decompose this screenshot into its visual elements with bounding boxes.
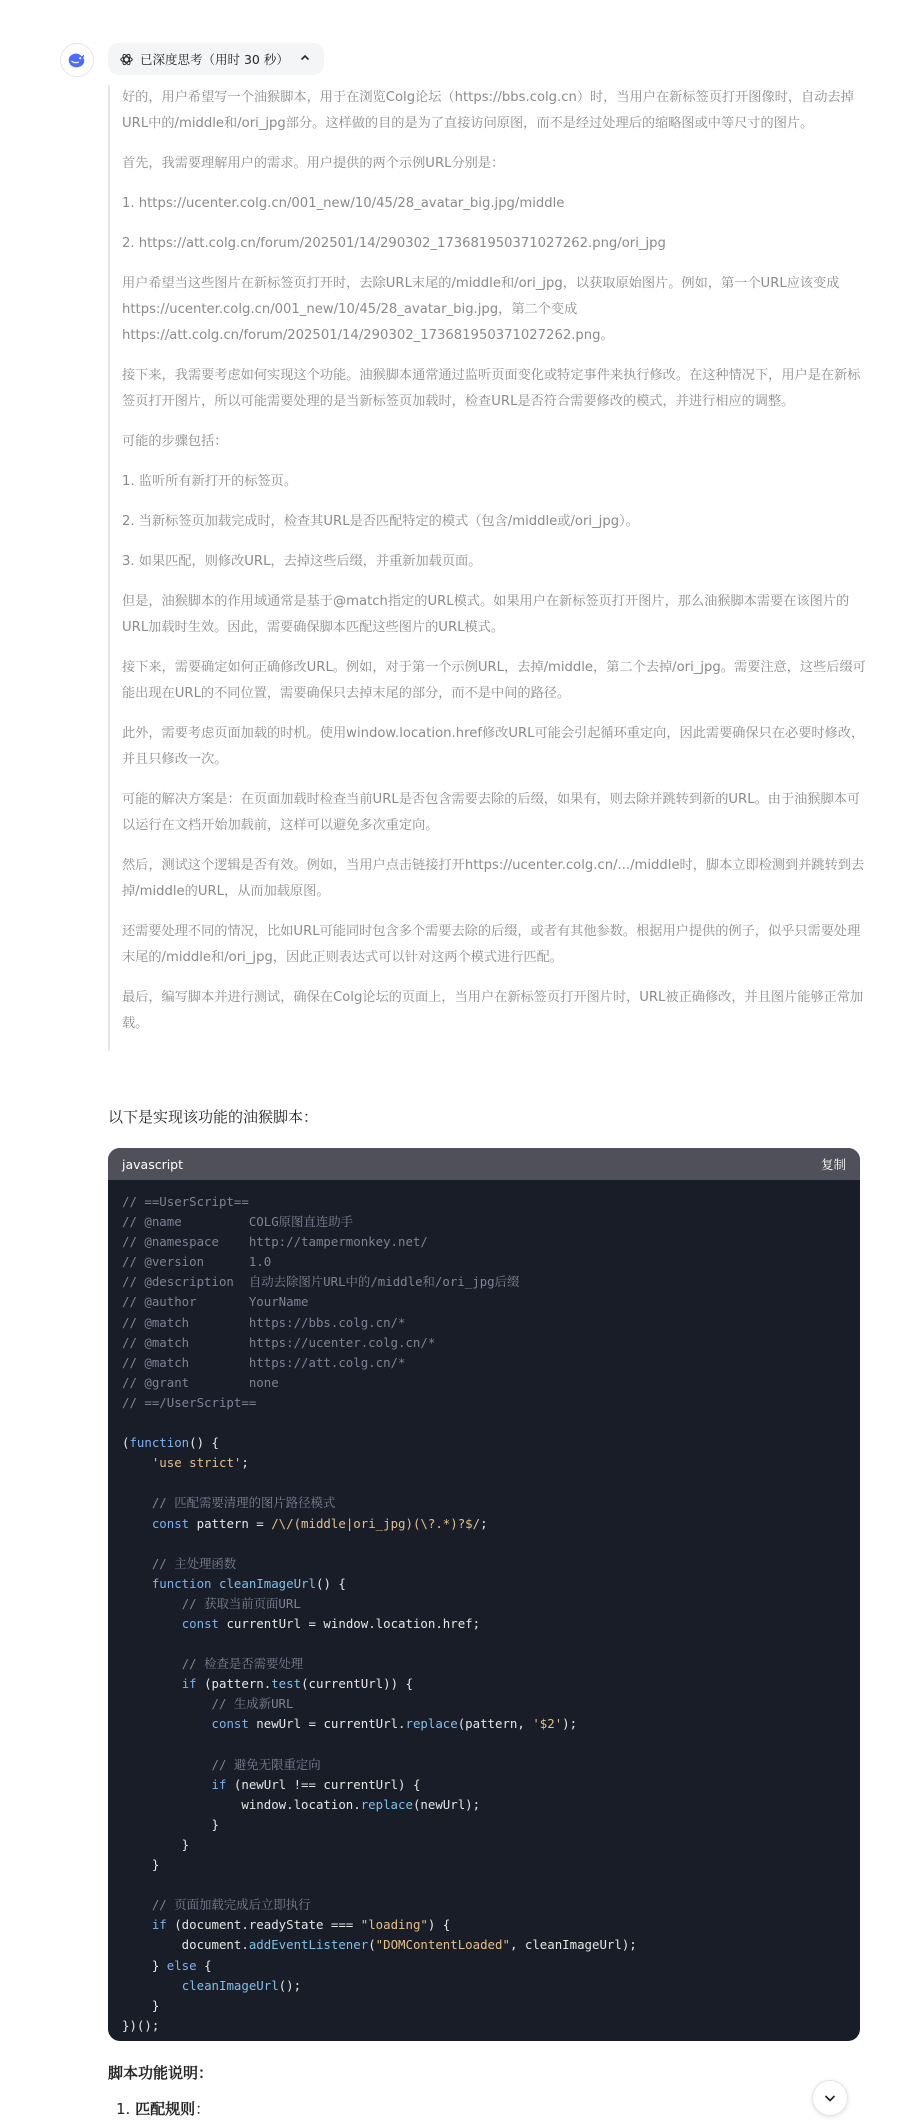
code-line: [122, 1996, 846, 2016]
code-line: [122, 1956, 846, 1976]
code-token: currentUrl = window.location.href;: [219, 1615, 481, 1631]
code-line: [122, 1875, 846, 1895]
code-token: /\/(middle|ori_jpg)(\?.*)?$/: [271, 1515, 481, 1531]
code-token: }: [122, 1957, 167, 1973]
answer-intro: 以下是实现该功能的油猴脚本：: [108, 1108, 319, 1126]
code-line: [122, 2016, 846, 2036]
code-token: pattern =: [189, 1515, 272, 1531]
code-token: [122, 1556, 152, 1571]
thinking-paragraph: 可能的步骤包括：: [122, 434, 228, 449]
code-token: [122, 1978, 182, 1993]
code-token: (: [368, 1937, 376, 1953]
code-header: [108, 1148, 860, 1180]
code-token: // @author YourName: [122, 1294, 309, 1310]
code-token: // @description 自动去除图片URL中的/middle和/ori_jpg后缀: [122, 1274, 520, 1290]
thinking-paragraph: 还需要处理不同的情况，比如URL可能同时包含多个需要去除的后缀，或者有其他参数。根据用户提供的例子，似乎只需要处理末尾的/middle和/ori_jpg，因此正则表达式可以针对这两个模式进行匹配。: [122, 924, 861, 965]
code-token: // @match https://bbs.colg.cn/*: [122, 1314, 406, 1330]
code-token: (newUrl !== currentUrl) {: [226, 1776, 421, 1792]
code-token: // @match https://ucenter.colg.cn/*: [122, 1334, 436, 1350]
code-line: [122, 1614, 846, 1634]
code-line: [122, 1594, 846, 1614]
code-line: [122, 1433, 846, 1453]
code-line: [122, 1373, 846, 1393]
code-token: (document.readyState ===: [166, 1917, 361, 1933]
code-token: // 检查是否需要处理: [181, 1656, 304, 1672]
code-token: ;: [241, 1455, 249, 1471]
code-token: // ==UserScript==: [122, 1194, 249, 1209]
code-token: // @version 1.0: [122, 1254, 272, 1270]
code-token: [122, 1696, 212, 1711]
thinking-paragraph: 接下来，需要确定如何正确修改URL。例如，对于第一个示例URL，去掉/middle，第二个去掉/ori_jpg。需要注意，这些后缀可能出现在URL的不同位置，需要确保只去掉末尾的部分，而不是中间的路径。: [122, 660, 866, 701]
thinking-paragraph: 接下来，我需要考虑如何实现这个功能。油猴脚本通常通过监听页面变化或特定事件来执行修改。在这种情况下，用户是在新标签页打开图片，所以可能需要处理的是当新标签页加载时，检查URL是否符合需要修改的模式，并进行相应的调整。: [122, 368, 861, 409]
code-token: const: [181, 1615, 219, 1631]
code-token: ();: [278, 1977, 302, 1993]
code-token: // @name COLG原图直连助手: [122, 1214, 353, 1230]
thinking-paragraph: 最后，编写脚本并进行测试，确保在Colg论坛的页面上，当用户在新标签页打开图片时，URL被正确修改，并且图片能够正常加载。: [122, 990, 864, 1031]
whale-logo-icon: [66, 49, 88, 71]
list-item-label: 匹配规则: [135, 2100, 196, 2118]
code-token: if: [211, 1776, 227, 1792]
code-line: [122, 1895, 846, 1915]
code-token: // 匹配需要清理的图片路径模式: [151, 1495, 336, 1511]
code-token: function: [151, 1575, 212, 1591]
code-token: 'use strict': [151, 1455, 242, 1471]
code-token: [122, 1495, 152, 1510]
thinking-paragraph: 此外，需要考虑页面加载的时机。使用window.location.href修改URL可能会引起循环重定向，因此需要确保只在必要时修改，并且只修改一次。: [122, 726, 865, 767]
code-token: [122, 1455, 152, 1470]
code-token: }: [122, 1997, 160, 2013]
code-token: newUrl = currentUrl.: [248, 1716, 406, 1732]
code-token: ) {: [427, 1917, 451, 1933]
code-token: [122, 1917, 152, 1932]
code-token: [122, 1676, 182, 1691]
code-token: , cleanImageUrl);: [509, 1937, 637, 1953]
code-token: {: [196, 1957, 212, 1973]
code-line: [122, 1252, 846, 1272]
code-line: [122, 1453, 846, 1473]
code-token: if: [151, 1917, 167, 1933]
deep-think-label: 已深度思考（用时 30 秒）: [140, 52, 289, 67]
code-line: [122, 1835, 846, 1855]
code-line: [122, 1574, 846, 1594]
code-line: [122, 1413, 846, 1433]
code-line: [122, 1735, 846, 1755]
code-token: [122, 1897, 152, 1912]
code-line: [122, 1755, 846, 1775]
code-token: (newUrl);: [412, 1796, 481, 1812]
code-line: [122, 1232, 846, 1252]
code-token: test: [271, 1676, 302, 1692]
code-line: [122, 1192, 846, 1212]
code-token: [122, 1777, 212, 1792]
code-line: [122, 1714, 846, 1734]
code-block: [108, 1148, 860, 2041]
code-line: [122, 1554, 846, 1574]
code-line: [122, 1634, 846, 1654]
code-line: [122, 1976, 846, 1996]
code-line: [122, 1855, 846, 1875]
code-token: [122, 1596, 182, 1611]
code-line: [122, 1534, 846, 1554]
code-token: replace: [405, 1716, 458, 1732]
section-title: 脚本功能说明：: [108, 2064, 214, 2082]
thinking-paragraph: 2. 当新标签页加载完成时，检查其URL是否匹配特定的模式（包含/middle或/ori_jpg）。: [122, 514, 639, 529]
code-token: if: [181, 1676, 197, 1692]
code-line: [122, 1795, 846, 1815]
code-token: [122, 1757, 212, 1772]
code-token: window.location.: [122, 1796, 361, 1812]
code-token: (pattern,: [457, 1716, 533, 1732]
code-token: // 避免无限重定向: [211, 1756, 321, 1772]
code-token: (currentUrl)) {: [301, 1676, 413, 1692]
think-atom-icon: [120, 53, 133, 66]
code-token: }: [122, 1857, 160, 1873]
code-token: // @namespace http://tampermonkey.net/: [122, 1234, 428, 1250]
list-item-colon: ：: [195, 2100, 211, 2118]
code-token: );: [562, 1716, 578, 1732]
code-line: [122, 1654, 846, 1674]
code-token: // @grant none: [122, 1374, 279, 1390]
thinking-paragraph: 首先，我需要理解用户的需求。用户提供的两个示例URL分别是：: [122, 156, 505, 171]
code-token: // ==/UserScript==: [122, 1394, 257, 1410]
code-token: "DOMContentLoaded": [375, 1937, 510, 1953]
code-token: () {: [189, 1435, 219, 1451]
code-line: [122, 1473, 846, 1493]
chevron-down-icon: [823, 2091, 837, 2105]
code-line: [122, 1915, 846, 1935]
deep-think-toggle[interactable]: [108, 43, 324, 75]
code-token: addEventListener: [248, 1937, 369, 1953]
thinking-paragraph: 1. https://ucenter.colg.cn/001_new/10/45/28_avatar_big.jpg/middle: [122, 196, 565, 211]
code-token: '$2': [532, 1716, 563, 1732]
thinking-paragraph: 用户希望当这些图片在新标签页打开时，去除URL末尾的/middle和/ori_jpg，以获取原始图片。例如，第一个URL应该变成https://ucenter.colg.cn/001_new/10/45/28_avatar_big.jpg，第二个变成https://att.colg.cn/forum/202501/14/290302_173681950371027262.png。: [122, 276, 840, 343]
code-line: [122, 1815, 846, 1835]
code-token: }: [122, 1816, 219, 1832]
thinking-paragraph: 3. 如果匹配，则修改URL，去掉这些后缀，并重新加载页面。: [122, 554, 482, 569]
code-line: [122, 1493, 846, 1513]
code-line: [122, 1935, 846, 1955]
code-token: [122, 1616, 182, 1631]
code-line: [122, 1674, 846, 1694]
code-content[interactable]: [108, 1180, 860, 2041]
code-token: // @match https://att.colg.cn/*: [122, 1354, 406, 1370]
code-token: cleanImageUrl: [181, 1977, 279, 1993]
code-line: [122, 1313, 846, 1333]
code-line: [122, 1775, 846, 1795]
thinking-paragraph: 2. https://att.colg.cn/forum/202501/14/290302_173681950371027262.png/ori_jpg: [122, 236, 666, 251]
code-line: [122, 1333, 846, 1353]
code-line: [122, 1393, 846, 1413]
code-token: ;: [480, 1515, 488, 1531]
thinking-paragraph: 1. 监听所有新打开的标签页。: [122, 474, 298, 489]
code-token: document.: [122, 1937, 249, 1953]
code-token: })();: [122, 2017, 160, 2033]
assistant-avatar: [60, 43, 94, 77]
code-line: [122, 1272, 846, 1292]
code-token: const: [151, 1515, 190, 1531]
code-token: (pattern.: [196, 1676, 272, 1692]
code-token: const: [211, 1716, 249, 1732]
code-token: // 页面加载完成后立即执行: [151, 1897, 311, 1913]
code-token: // 生成新URL: [211, 1696, 294, 1712]
code-token: [122, 1716, 212, 1731]
code-token: [122, 1656, 182, 1671]
code-token: function: [129, 1435, 190, 1451]
code-token: (: [122, 1435, 130, 1451]
thinking-content: [108, 85, 872, 1051]
code-line: [122, 1514, 846, 1534]
code-token: }: [122, 1837, 190, 1852]
code-token: // 主处理函数: [151, 1555, 237, 1571]
code-token: else: [166, 1957, 197, 1973]
code-line: [122, 1353, 846, 1373]
code-line: [122, 1212, 846, 1232]
thinking-paragraph: 好的，用户希望写一个油猴脚本，用于在浏览Colg论坛（https://bbs.colg.cn）时，当用户在新标签页打开图像时，自动去掉URL中的/middle和/ori_jpg部分。这样做的目的是为了直接访问原图，而不是经过处理后的缩略图或中等尺寸的图片。: [122, 90, 854, 131]
list-item: [116, 2098, 210, 2119]
code-token: cleanImageUrl: [219, 1575, 316, 1591]
list-number: 1.: [116, 2100, 131, 2118]
copy-button[interactable]: 复制: [820, 1157, 846, 1172]
code-token: [122, 1516, 152, 1531]
thinking-paragraph: 然后，测试这个逻辑是否有效。例如，当用户点击链接打开https://ucenter.colg.cn/.../middle时，脚本立即检测到并跳转到去掉/middle的URL，从而加载原图。: [122, 858, 865, 899]
scroll-to-bottom-button[interactable]: [812, 2080, 848, 2116]
code-token: () {: [315, 1575, 346, 1591]
code-token: [122, 1576, 152, 1591]
code-line: [122, 1694, 846, 1714]
code-token: replace: [360, 1796, 413, 1812]
code-token: "loading": [360, 1917, 428, 1933]
thinking-paragraph: 可能的解决方案是：在页面加载时检查当前URL是否包含需要去除的后缀，如果有，则去除并跳转到新的URL。由于油猴脚本可以运行在文档开始加载前，这样可以避免多次重定向。: [122, 792, 861, 833]
code-line: [122, 1292, 846, 1312]
thinking-paragraph: 但是，油猴脚本的作用域通常是基于@match指定的URL模式。如果用户在新标签页打开图片，那么油猴脚本需要在该图片的URL加载时生效。因此，需要确保脚本匹配这些图片的URL模式。: [122, 594, 850, 635]
code-token: [212, 1576, 219, 1591]
chevron-up-icon: [300, 53, 310, 66]
code-token: // 获取当前页面URL: [181, 1595, 301, 1611]
code-language-label: javascript: [122, 1156, 184, 1172]
